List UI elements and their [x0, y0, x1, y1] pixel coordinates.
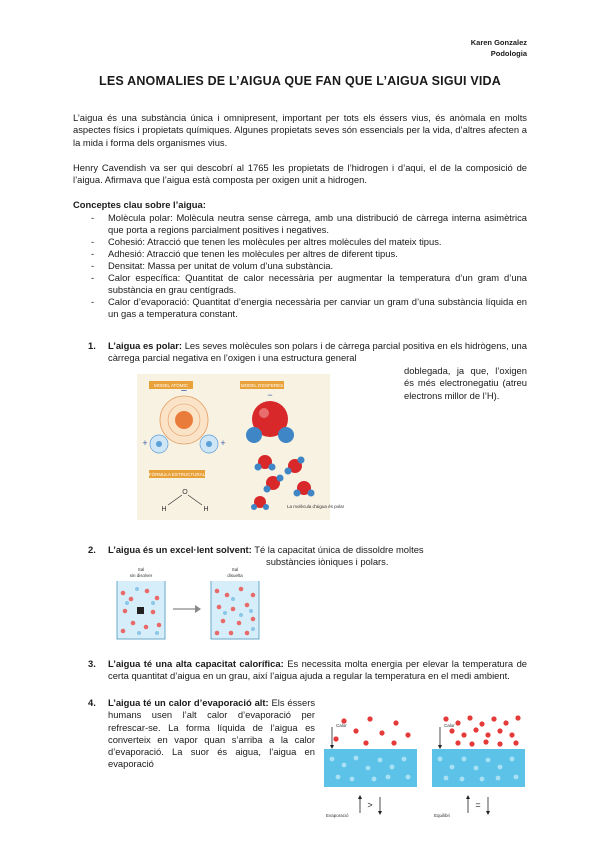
section-2-number: 2.	[88, 544, 96, 555]
list-item: - Adhesió: Atracció que tenen les molècules per altres de diferent tipus.	[91, 248, 527, 260]
figure-note: La molècula d'aigua és polar	[287, 504, 345, 509]
svg-text:+: +	[220, 438, 226, 448]
section-3-heading: L’aigua té una alta capacitat calorífica:	[108, 658, 284, 669]
left-beaker-title: Sal	[137, 567, 145, 572]
section-1-text-a: Les seves molècules son polars i de càrrega parcial positiva en els hidrògens, una càrrega parcial negativa en l’oxigen i una estructura general	[108, 340, 527, 364]
section-3-number: 3.	[88, 658, 96, 669]
section-1-paragraph	[108, 340, 527, 365]
page-title: LES ANOMALIES DE L’AIGUA QUE FAN QUE L’AIGUA SIGUI VIDA	[98, 74, 501, 88]
sphere-model-label: MODEL D'ESFERES	[240, 382, 284, 388]
section-1-heading: L’aigua es polar:	[108, 340, 183, 351]
comparison-greater-icon	[358, 795, 382, 815]
concepts-list	[91, 212, 527, 320]
section-4-number: 4.	[88, 697, 96, 708]
list-item: - Molècula polar: Molècula neutra sense càrrega, amb una distribució de càrrega interna asimètrica que porta a regions parcialment positives i negatives.	[91, 212, 527, 236]
right-panel-label: Calor	[444, 723, 455, 728]
salt-dissolving-figure	[113, 565, 263, 643]
section-2-text-b: substàncies iòniques i polars.	[266, 556, 389, 567]
section-2-paragraph	[108, 544, 527, 556]
section-1-number: 1.	[88, 340, 96, 351]
concepts-heading: Conceptes clau sobre l’aigua:	[73, 199, 206, 210]
right-beaker-icon	[211, 581, 259, 639]
right-beaker-title: Sal	[231, 567, 239, 572]
evaporation-figure	[322, 713, 527, 819]
arrow-right-icon	[173, 605, 201, 613]
left-panel-label: Calor	[336, 723, 347, 728]
formula-oxygen: O	[182, 489, 188, 496]
water-molecule-figure	[137, 374, 345, 520]
svg-text:+: +	[142, 438, 148, 448]
section-3-paragraph	[108, 658, 527, 683]
svg-text:−: −	[267, 390, 273, 400]
evaporation-panel-right	[432, 715, 525, 787]
evaporation-panel-left	[324, 716, 417, 787]
list-item: - Calor específica: Quantitat de calor necessària per augmentar la temperatura d’un gram d’una substància en grau centígrads.	[91, 272, 527, 296]
left-beaker-icon	[117, 581, 165, 639]
list-item: - Densitat: Massa per unitat de volum d’una substància.	[91, 260, 527, 272]
svg-text:−: −	[180, 385, 188, 397]
formula-hydrogen-right: H	[203, 506, 209, 513]
comparison-equal-icon	[466, 795, 490, 815]
compare-equal: =	[475, 800, 481, 810]
section-3-text: Es necessita molta energia per elevar la temperatura de certa quantitat d’aigua en un grau, així l’aigua ajuda a regular la temperatura en el medi ambient.	[108, 658, 527, 682]
formula-label: FÒRMULA ESTRUCTURAL	[148, 471, 206, 477]
formula-hydrogen-left: H	[161, 506, 167, 513]
left-panel-caption: Evaporació	[326, 813, 349, 818]
intro-paragraph-2: Henry Cavendish va ser qui descobrí al 1765 les propietats de l’hidrogen i d’aqui, el de la composició de l’aigua. Afirmava que l’aigua està composta per oxigen unit a hidrogen.	[73, 162, 527, 186]
right-beaker-subtitle: disuelta	[227, 573, 243, 578]
section-4-text: Els éssers humans usen l’alt calor d’evaporació per refrescar-se. La forma líquida de l’aigua es converteix en vapor quan s’arriba a la calor d’evaporació. La suor és aigua, l’aigua en evaporació	[108, 697, 316, 770]
section-2-text-a: Té la capacitat única de dissoldre moltes	[254, 544, 424, 555]
intro-paragraph-1: L’aigua és una substància única i omnipresent, important per tots els éssers vius, és anòmala en molts aspectes físics i propietats químiques. Algunes propietats seves són essencials per la vida, d’altres afecten a la mida i forma dels organismes vius.	[73, 112, 527, 148]
section-2-heading: L’aigua és un excel·lent solvent:	[108, 544, 252, 555]
list-item: - Calor d’evaporació: Quantitat d’energia necessària per canviar un gram d’una substància líquida en un gas a temperatura constant.	[91, 296, 527, 320]
right-panel-caption: Equilibri	[434, 813, 451, 818]
header-author: Karen Gonzalez	[470, 38, 527, 47]
header-subject: Podologia	[490, 49, 527, 58]
section-4-heading: L’aigua té un calor d’evaporació alt:	[108, 697, 269, 708]
atomic-model-label: MODEL ATÒMIC	[153, 382, 189, 388]
left-beaker-subtitle: sin disolver	[129, 573, 153, 578]
compare-greater: >	[367, 800, 373, 810]
section-1-text-b: doblegada, ja que, l’oxigen és més electronegatiu (atreu electrons millor de l’H).	[404, 365, 527, 401]
section-4-paragraph	[108, 697, 315, 771]
list-item: - Cohesió: Atracció que tenen les molècules per altres molècules del mateix tipus.	[91, 236, 527, 248]
